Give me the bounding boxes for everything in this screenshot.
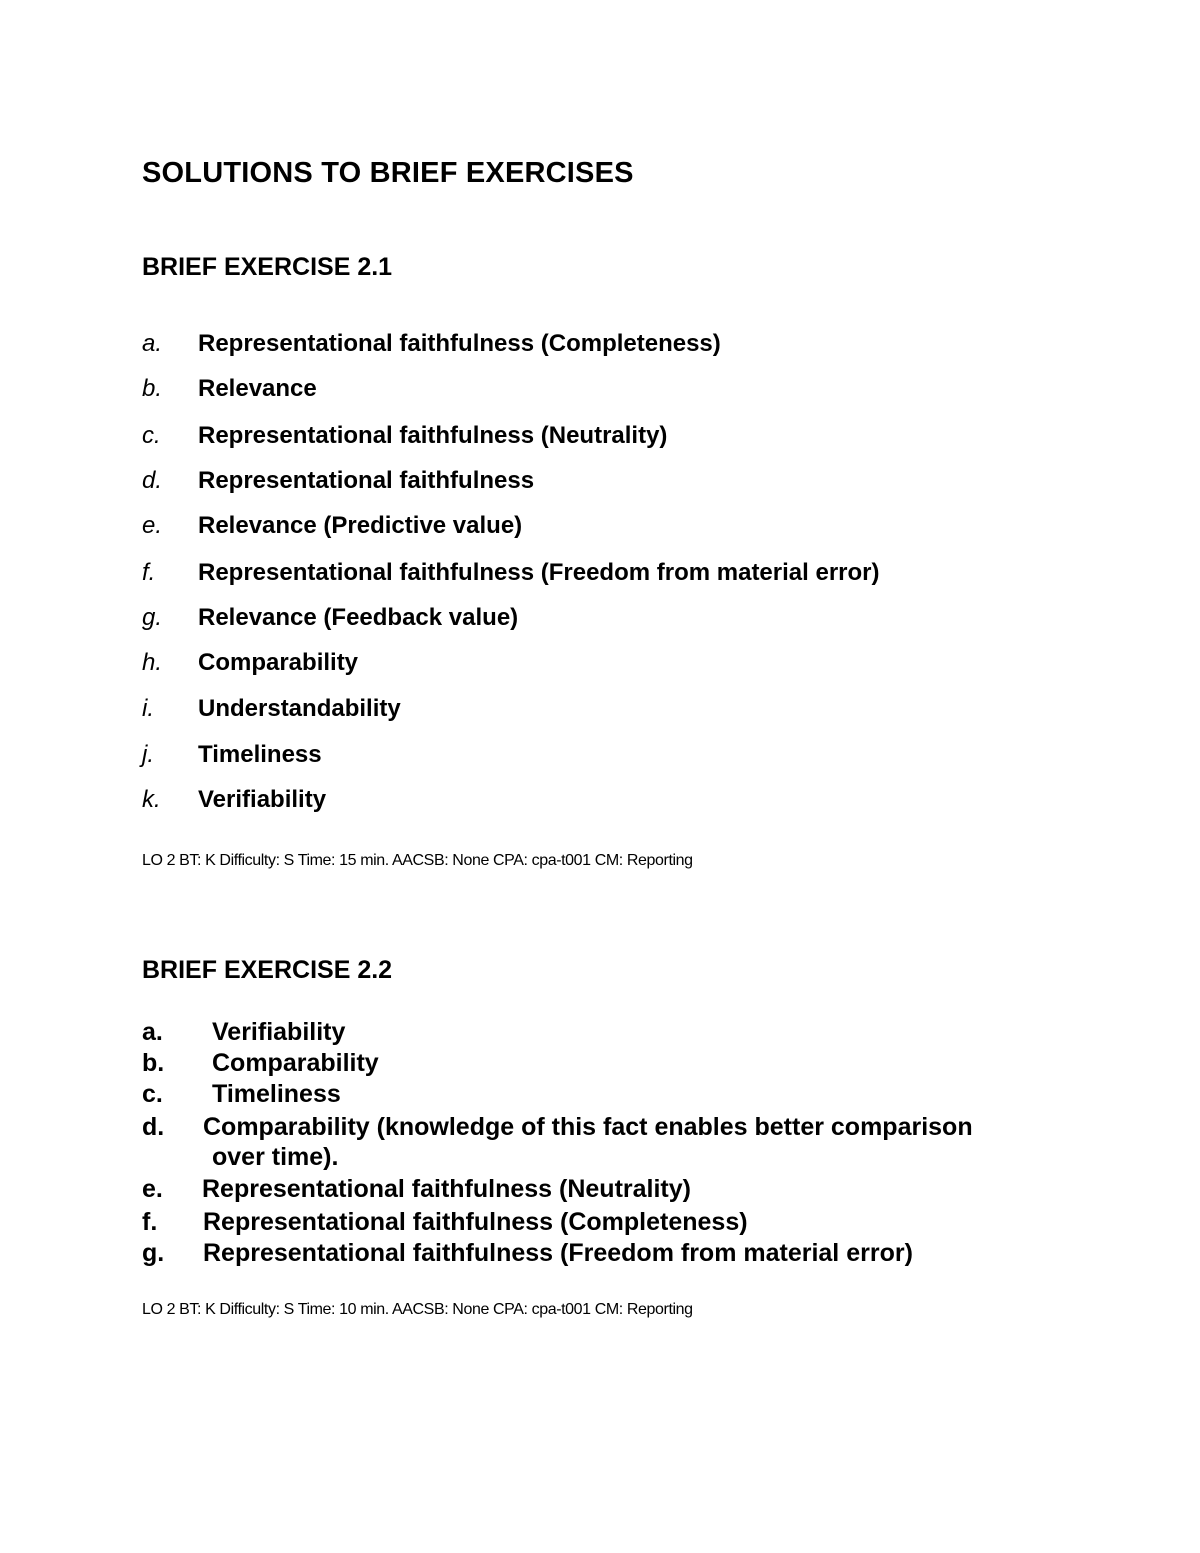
item-letter: f. <box>142 559 156 586</box>
item-answer: Understandability <box>198 695 401 722</box>
item-answer: Relevance (Predictive value) <box>198 512 523 539</box>
item-answer-continuation: over time). <box>212 1143 339 1171</box>
exercise-2-2-metadata: LO 2 BT: K Difficulty: S Time: 10 min. AACSB: None CPA: cpa-t001 CM: Reporting <box>142 1301 693 1318</box>
item-letter: f. <box>142 1208 158 1236</box>
item-letter: e. <box>142 1175 163 1203</box>
item-letter: h. <box>142 649 163 676</box>
item-answer: Representational faithfulness (Neutrality) <box>202 1175 691 1203</box>
item-answer: Relevance <box>198 375 317 402</box>
item-answer: Comparability <box>198 649 359 676</box>
item-letter: g. <box>142 1239 165 1267</box>
item-letter: i. <box>142 695 154 722</box>
item-letter: a. <box>142 1018 163 1046</box>
exercise-2-1-metadata: LO 2 BT: K Difficulty: S Time: 15 min. AACSB: None CPA: cpa-t001 CM: Reporting <box>142 852 693 869</box>
item-letter: k. <box>142 786 161 813</box>
item-answer: Comparability <box>212 1049 379 1077</box>
exercise-2-2-heading: BRIEF EXERCISE 2.2 <box>142 956 393 984</box>
item-answer: Relevance (Feedback value) <box>198 604 519 631</box>
item-answer: Timeliness <box>212 1080 341 1108</box>
exercise-2-1-heading: BRIEF EXERCISE 2.1 <box>142 253 393 281</box>
item-letter: b. <box>142 1049 165 1077</box>
item-answer: Representational faithfulness (Neutrality) <box>198 422 668 449</box>
item-letter: d. <box>142 467 163 494</box>
item-answer: Timeliness <box>198 741 322 768</box>
item-letter: a. <box>142 330 163 357</box>
item-letter: d. <box>142 1113 165 1141</box>
item-letter: b. <box>142 375 163 402</box>
item-answer: Representational faithfulness <box>198 467 535 494</box>
item-letter: e. <box>142 512 163 539</box>
document-title: SOLUTIONS TO BRIEF EXERCISES <box>142 157 634 189</box>
item-answer: Representational faithfulness (Freedom from material error) <box>198 559 880 586</box>
item-answer: Verifiability <box>212 1018 346 1046</box>
item-letter: g. <box>142 604 163 631</box>
item-answer: Verifiability <box>198 786 327 813</box>
item-letter: j. <box>142 741 154 768</box>
item-letter: c. <box>142 1080 163 1108</box>
item-answer: Representational faithfulness (Completeness) <box>198 330 721 357</box>
item-answer: Comparability (knowledge of this fact enables better comparison <box>203 1113 973 1141</box>
item-letter: c. <box>142 422 161 449</box>
item-answer: Representational faithfulness (Completeness) <box>203 1208 748 1236</box>
item-answer: Representational faithfulness (Freedom from material error) <box>203 1239 913 1267</box>
